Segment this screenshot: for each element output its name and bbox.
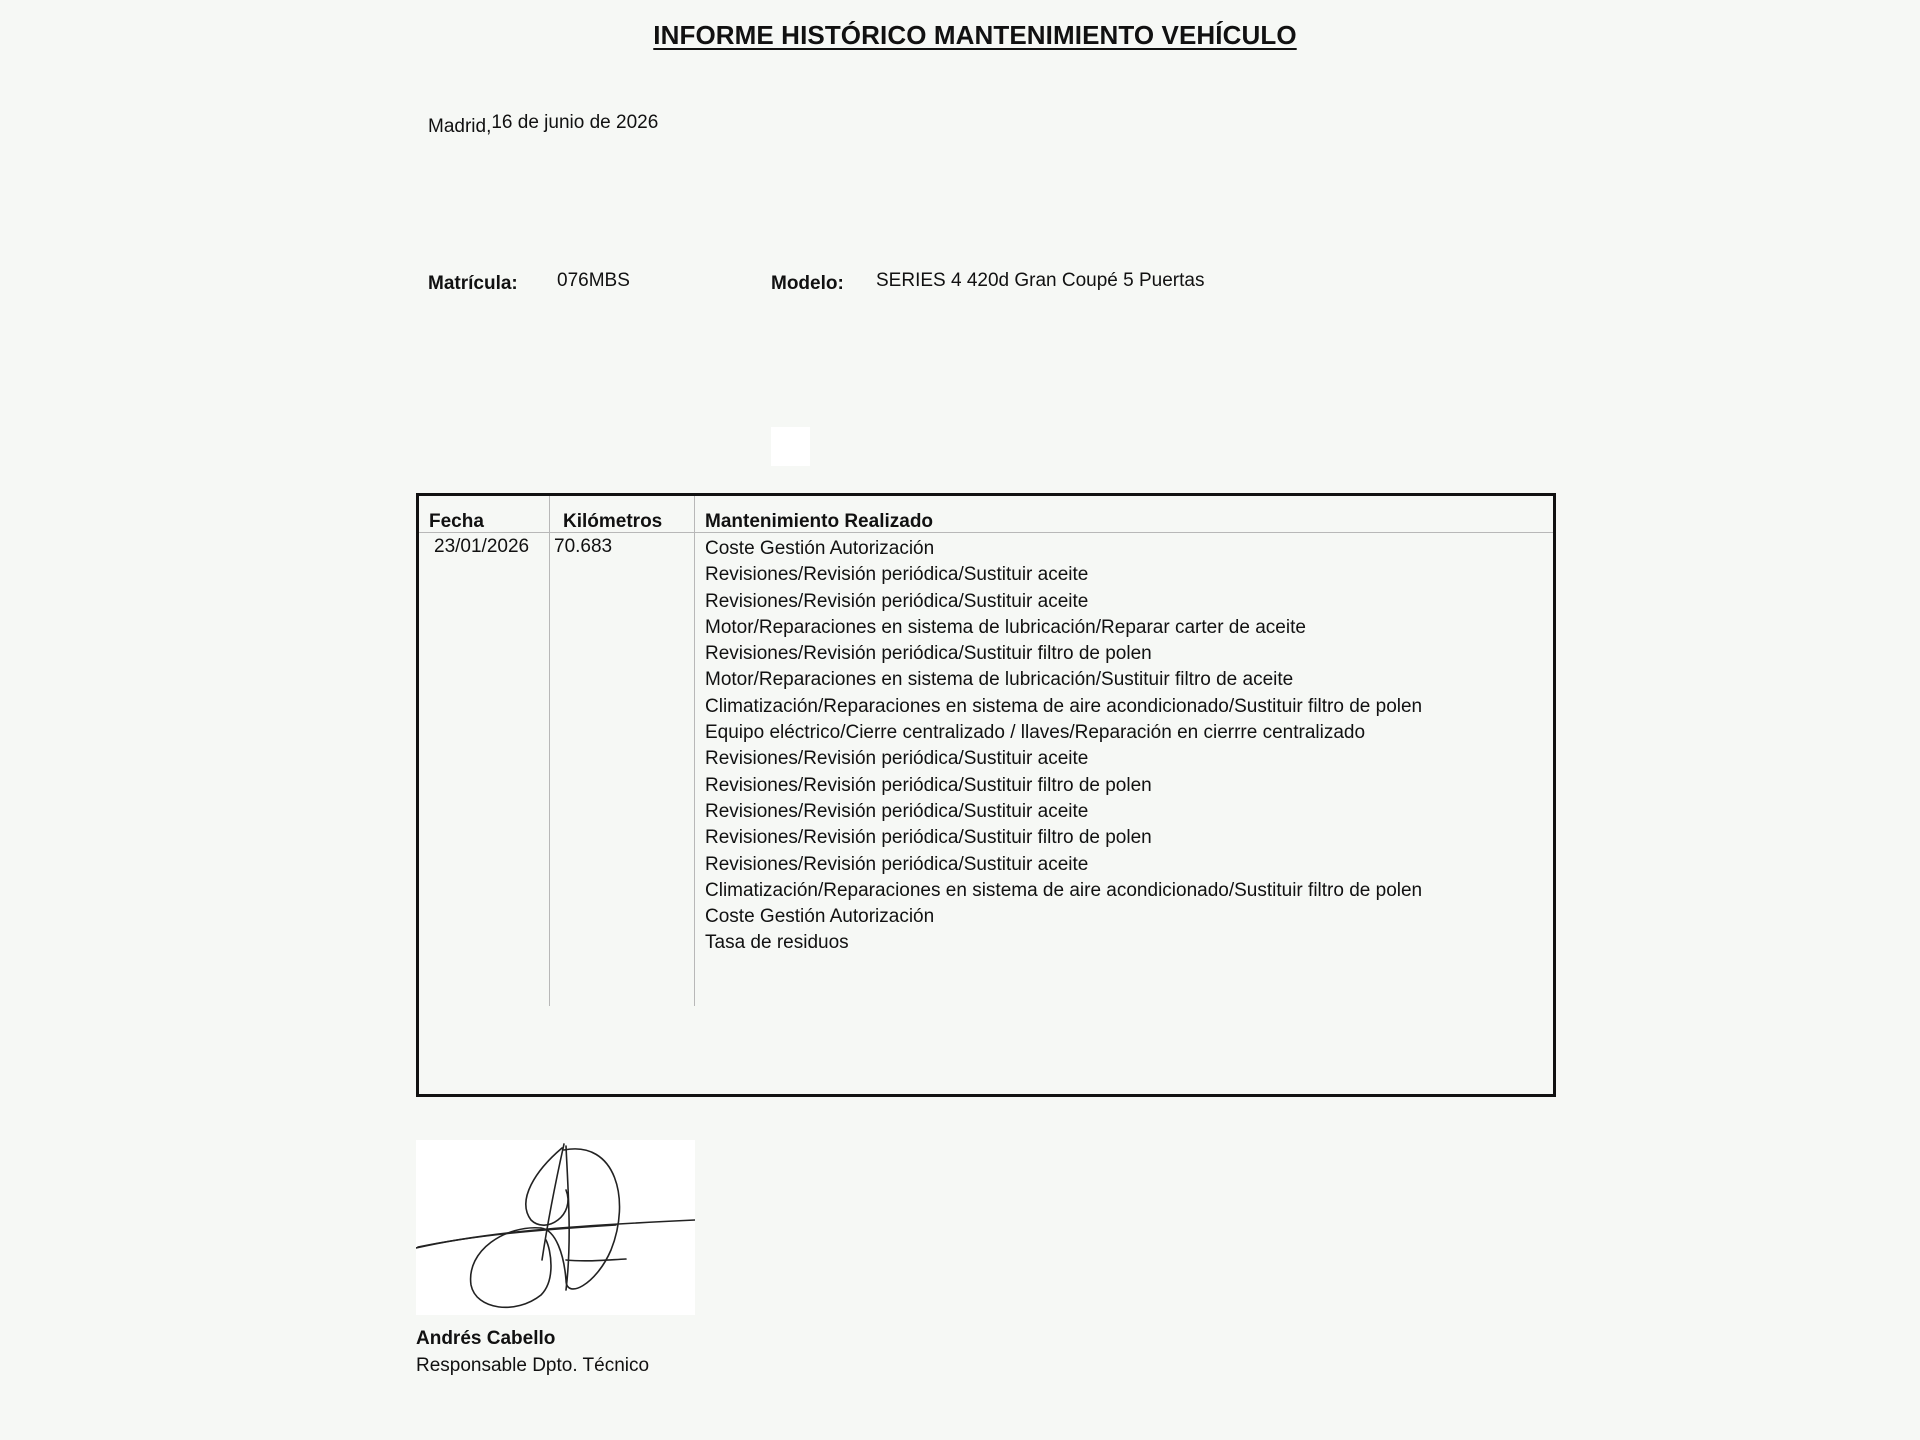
maintenance-table bbox=[416, 493, 1556, 1097]
maintenance-item: Tasa de residuos bbox=[705, 932, 849, 954]
maintenance-items-list bbox=[705, 536, 1425, 957]
place-date-line bbox=[428, 112, 659, 137]
maintenance-item: Revisiones/Revisión periódica/Sustituir filtro de polen bbox=[705, 643, 1152, 665]
maintenance-item: Revisiones/Revisión periódica/Sustituir aceite bbox=[705, 800, 1089, 822]
column-divider bbox=[694, 496, 695, 1006]
row-date: 23/01/2026 bbox=[434, 536, 530, 557]
plate-value: 076MBS bbox=[557, 270, 630, 291]
plate-label: Matrícula: bbox=[428, 273, 518, 294]
maintenance-item: Equipo eléctrico/Cierre centralizado / llaves/Reparación en cierrre centralizado bbox=[705, 722, 1366, 744]
header-km: Kilómetros bbox=[563, 511, 663, 532]
column-divider bbox=[549, 496, 550, 1006]
maintenance-item: Coste Gestión Autorización bbox=[705, 906, 935, 928]
header-maintenance: Mantenimiento Realizado bbox=[705, 511, 934, 532]
maintenance-item: Revisiones/Revisión periódica/Sustituir filtro de polen bbox=[705, 827, 1152, 849]
header-date: Fecha bbox=[429, 511, 484, 532]
maintenance-item: Revisiones/Revisión periódica/Sustituir aceite bbox=[705, 564, 1089, 586]
maintenance-item: Motor/Reparaciones en sistema de lubricación/Reparar carter de aceite bbox=[705, 616, 1306, 638]
signature-image bbox=[416, 1140, 695, 1315]
place-text: Madrid, bbox=[428, 116, 492, 137]
maintenance-item: Motor/Reparaciones en sistema de lubricación/Sustituir filtro de aceite bbox=[705, 669, 1294, 691]
maintenance-item: Climatización/Reparaciones en sistema de aire acondicionado/Sustituir filtro de polen bbox=[705, 879, 1423, 901]
maintenance-item: Revisiones/Revisión periódica/Sustituir aceite bbox=[705, 853, 1089, 875]
maintenance-item: Coste Gestión Autorización bbox=[705, 538, 935, 559]
model-value: SERIES 4 420d Gran Coupé 5 Puertas bbox=[876, 270, 1205, 291]
model-label: Modelo: bbox=[771, 273, 844, 294]
row-km: 70.683 bbox=[554, 536, 613, 557]
maintenance-item: Revisiones/Revisión periódica/Sustituir filtro de polen bbox=[705, 774, 1152, 796]
blank-box bbox=[771, 427, 810, 466]
signer-role: Responsable Dpto. Técnico bbox=[416, 1355, 650, 1376]
signature-drawing bbox=[416, 1140, 695, 1315]
maintenance-item: Climatización/Reparaciones en sistema de aire acondicionado/Sustituir filtro de polen bbox=[705, 695, 1423, 717]
signer-name: Andrés Cabello bbox=[416, 1328, 556, 1349]
report-title: INFORME HISTÓRICO MANTENIMIENTO VEHÍCULO bbox=[653, 20, 1297, 50]
maintenance-item: Revisiones/Revisión periódica/Sustituir aceite bbox=[705, 590, 1089, 612]
date-text: 16 de junio de 2026 bbox=[491, 112, 659, 133]
maintenance-item: Revisiones/Revisión periódica/Sustituir aceite bbox=[705, 748, 1089, 770]
